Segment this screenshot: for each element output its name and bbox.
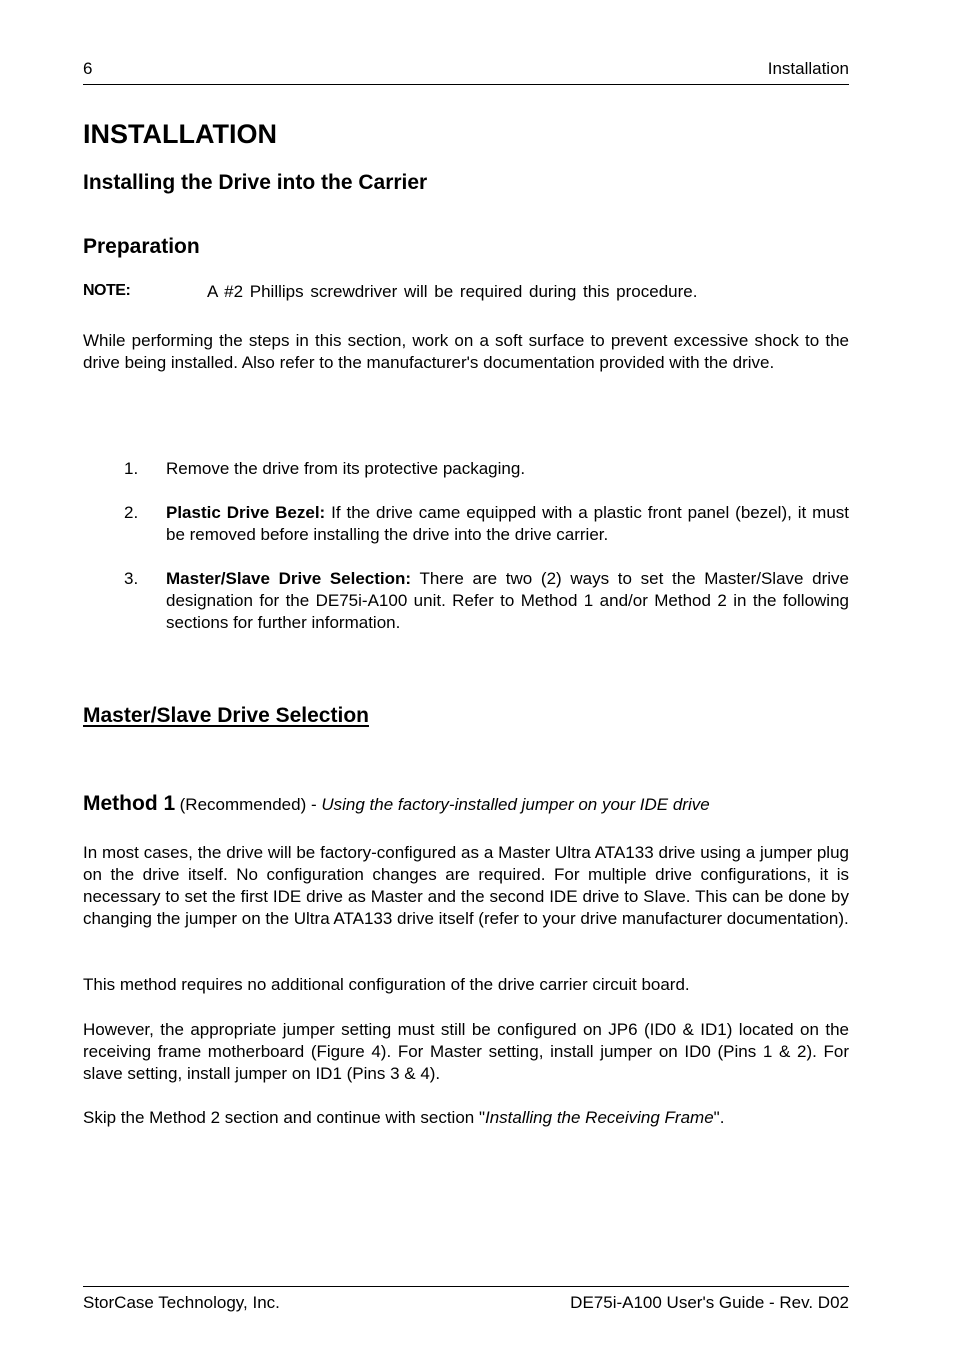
method1-description: Using the factory-installed jumper on your IDE drive [321,795,710,814]
method1-tag: (Recommended) [179,795,307,814]
footer-document-title: DE75i-A100 User's Guide - Rev. D02 [570,1293,849,1312]
method1-heading [83,792,849,816]
list-item-number: 3. [124,569,139,588]
list-item [83,458,849,480]
list-item-body: If the drive came equipped with a plastic front panel (bezel), it must be removed before installing the drive into the drive carrier. [166,503,849,544]
running-section-title: Installation [767,59,849,78]
note-block [83,282,849,304]
method1-paragraph-1: In most cases, the drive will be factory-configured as a Master Ultra ATA133 drive using a jumper plug on the drive itself. No configuration changes are required. For multiple drive configurations, it is necessary to set the first IDE drive as Master and the second IDE drive to Slave. This can be done by changing the jumper on the Ultra ATA133 drive itself (refer to your drive manufacturer documentation). [83,843,849,928]
page-footer [83,1286,849,1312]
section-heading-preparation: Preparation [83,235,200,258]
list-item [83,568,849,634]
method1-paragraph-3: However, the appropriate jumper setting must still be configured on JP6 (ID0 & ID1) located on the receiving frame motherboard (Figure 4). For Master setting, install jumper on ID0 (Pins 1 & 2). For slave setting, install jumper on ID1 (Pins 3 & 4). [83,1020,849,1083]
list-item-text [166,568,849,634]
method1-paragraph-4: Skip the Method 2 section and continue with section "Installing the Receiving Frame". [83,1108,725,1127]
page-header [83,58,849,85]
method1-paragraph-2: This method requires no additional configuration of the drive carrier circuit board. [83,975,690,994]
list-item-body: There are two (2) ways to set the Master/Slave drive designation for the DE75i-A100 unit. Refer to Method 1 and/or Method 2 in the following sections for further information. [166,569,850,632]
list-item-number: 1. [124,459,139,478]
list-item-bold-label: Master/Slave Drive Selection: [166,569,412,588]
list-item-bold-label: Plastic Drive Bezel: [166,503,326,522]
preparation-paragraph: While performing the steps in this section, work on a soft surface to prevent excessive shock to the drive being installed. Also refer to the manufacturer's documentation provided with the drive. [83,331,849,372]
footer-company: StorCase Technology, Inc. [83,1293,280,1312]
method1-dash: - [306,795,322,814]
list-item [83,502,849,546]
method1-label: Method 1 [83,792,176,815]
chapter-title: INSTALLATION [83,119,277,149]
section-heading-installing: Installing the Drive into the Carrier [83,171,428,194]
list-item-text: Remove the drive from its protective packaging. [166,459,526,478]
section-heading-master-slave: Master/Slave Drive Selection [83,704,369,727]
list-item-text [166,502,849,546]
note-text: A #2 Phillips screwdriver will be required during this procedure. [207,282,698,301]
page-number: 6 [83,59,93,78]
note-label: NOTE: [83,282,131,299]
list-item-number: 2. [124,503,139,522]
cross-reference: Installing the Receiving Frame [485,1108,714,1127]
